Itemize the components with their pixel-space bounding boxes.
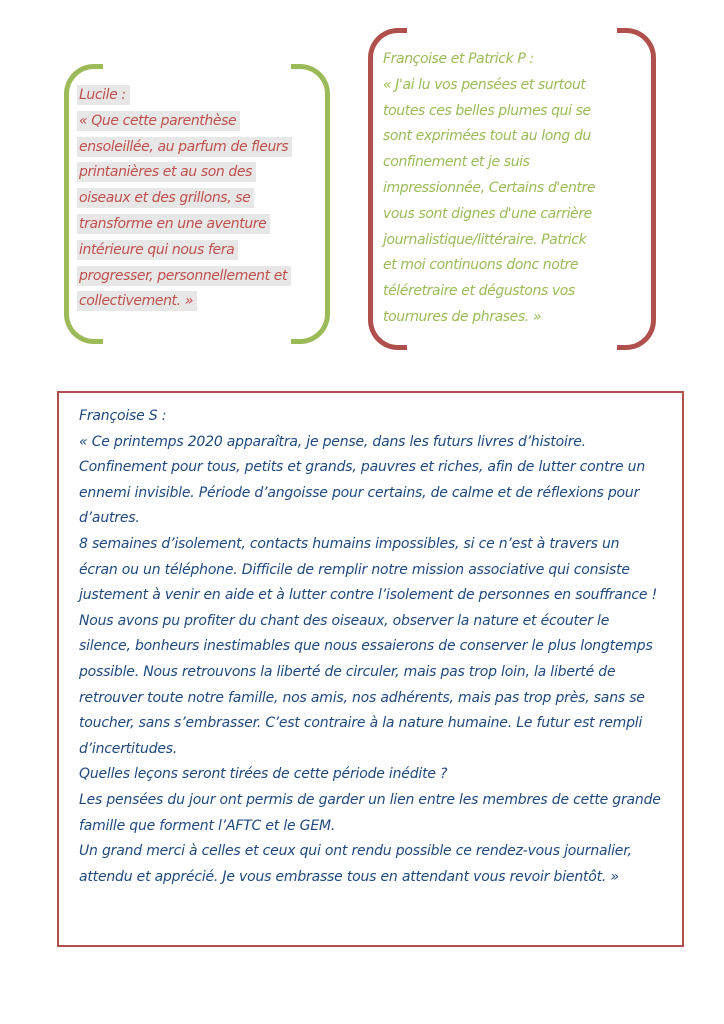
quote-paragraph: Un grand merci à celles et ceux qui ont rendu possible ce rendez-vous journalier, attendu et apprécié. Je vous embrasse tous en attendant vous revoir bientôt. » xyxy=(79,843,632,885)
quote-line: vous sont dignes d'une carrière xyxy=(383,205,592,222)
quote-line: toutes ces belles plumes qui se xyxy=(383,102,591,119)
quote-line: oiseaux et des grillons, se xyxy=(77,186,324,212)
quote-line: progresser, personnellement et xyxy=(77,264,324,290)
quote-line: et moi continuons donc notre xyxy=(383,257,579,274)
quote-line: journalistique/littéraire. Patrick xyxy=(383,231,587,248)
quote-card-francoise-patrick xyxy=(368,28,656,350)
quote-author: Françoise S : xyxy=(79,408,167,424)
quote-line: tournures de phrases. » xyxy=(383,308,542,325)
quote-line: « Que cette parenthèse xyxy=(77,109,324,135)
quote-card-francoise-s xyxy=(57,391,684,947)
quote-line: transforme en une aventure xyxy=(77,212,324,238)
quote-paragraph: 8 semaines d’isolement, contacts humains impossibles, si ce n’est à travers un écran ou un téléphone. Difficile de remplir notre mission associative qui consiste justement à venir en aide et à lutter contre l’isolement de personnes en souffrance ! xyxy=(79,535,657,604)
quote-author: Françoise et Patrick P : xyxy=(383,51,534,67)
quote-paragraph: Nous avons pu profiter du chant des oiseaux, observer la nature et écouter le silence, bonheurs inestimables que nous essaierons de conserver le plus longtemps possible. Nous retrouvons la liberté de circuler, mais pas trop loin, la liberté de retrouver toute notre famille, nos amis, nos adhérents, mais pas trop près, sans se toucher, sans s’embrasser. C’est contraire à la nature humaine. Le futur est rempli d’incertitudes. xyxy=(79,612,653,757)
quote-line: collectivement. » xyxy=(77,289,324,315)
quote-line: printanières et au son des xyxy=(77,160,324,186)
quote-line: « J'ai lu vos pensées et surtout xyxy=(383,76,586,93)
quote-author: Lucile : xyxy=(77,85,130,105)
quote-line: intérieure qui nous fera xyxy=(77,238,324,264)
quote-author-line xyxy=(381,47,650,73)
quote-text-francoise-patrick xyxy=(381,47,650,331)
quote-card-lucile xyxy=(64,64,330,344)
quote-line: téléretraire et dégustons vos xyxy=(383,283,575,300)
quote-line: impressionnée, Certains d'entre xyxy=(383,179,596,196)
quote-paragraph: « Ce printemps 2020 apparaîtra, je pense, dans les futurs livres d’histoire. Confinement pour tous, petits et grands, pauvres et riches, afin de lutter contre un ennemi invisible. Période d’angoisse pour certains, de calme et de réflexions pour d’autres. xyxy=(79,433,646,527)
quote-author-line xyxy=(77,83,324,109)
quote-line: confinement et je suis xyxy=(383,154,530,171)
quote-line: sont exprimées tout au long du xyxy=(383,128,591,145)
quote-line: ensoleillée, au parfum de fleurs xyxy=(77,135,324,161)
quote-paragraph: Les pensées du jour ont permis de garder un lien entre les membres de cette grande famille que forment l’AFTC et le GEM. xyxy=(79,791,661,834)
quote-paragraph: Quelles leçons seront tirées de cette période inédite ? xyxy=(79,766,448,783)
quote-text-lucile xyxy=(77,83,324,315)
